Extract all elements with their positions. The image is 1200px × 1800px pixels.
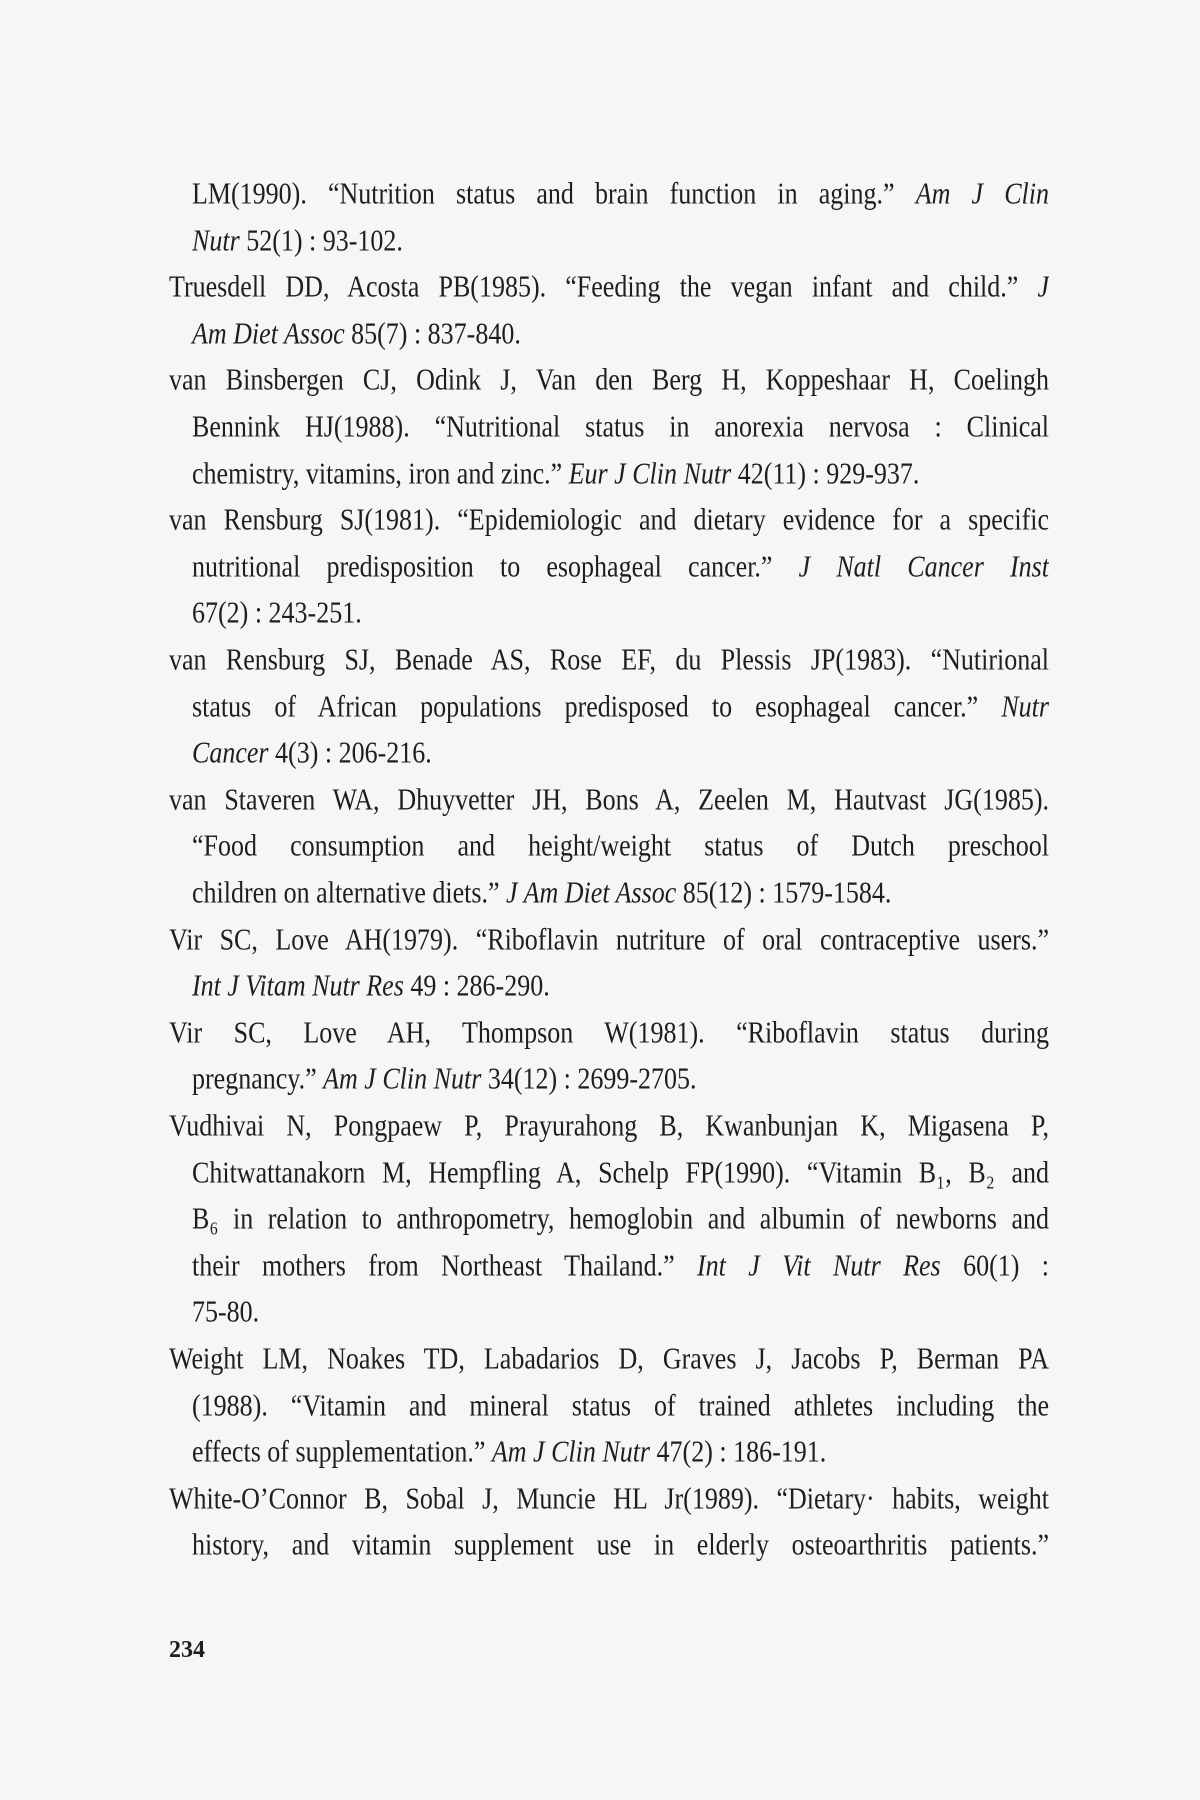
reference-line [192, 1062, 1049, 1097]
reference-line [192, 689, 1049, 724]
reference-line [192, 176, 1049, 211]
reference-line [169, 269, 1049, 304]
reference-text: 85(12) : 1579-1584. [676, 875, 892, 910]
reference-text: 60(1) : [940, 1248, 1049, 1283]
journal-title: Am J Clin Nutr [491, 1434, 651, 1469]
reference-text: children on alternative diets.” [192, 875, 507, 910]
journal-title: Am J Clin Nutr [323, 1061, 482, 1096]
reference-line [192, 223, 1049, 258]
reference-line [192, 456, 1049, 491]
reference-line [192, 735, 1049, 770]
reference-text: 75-80. [192, 1294, 260, 1329]
reference-text: van Staveren WA, Dhuyvetter JH, Bons A, Zeelen M, Hautvast JG(1985). [169, 782, 1049, 817]
journal-title: Am Diet Assoc [192, 316, 345, 351]
reference-text: Weight LM, Noakes TD, Labadarios D, Graves J, Jacobs P, Berman PA [169, 1341, 1049, 1376]
reference-line [169, 922, 1049, 957]
reference-text: 52(1) : 93-102. [239, 222, 403, 258]
reference-line [192, 549, 1049, 584]
reference-text: van Rensburg SJ(1981). “Epidemiologic and dietary evidence for a specific [169, 502, 1049, 537]
reference-line [192, 1434, 1049, 1469]
reference-line [192, 1201, 1049, 1236]
reference-line [169, 502, 1049, 537]
reference-line [192, 875, 1049, 910]
page-number: 234 [169, 1637, 205, 1663]
reference-line [192, 1295, 1049, 1330]
journal-title: J Natl Cancer Inst [798, 549, 1049, 584]
reference-text: 4(3) : 206-216. [268, 735, 432, 770]
reference-line [169, 642, 1049, 677]
reference-text: status of African populations predisposed to esophageal cancer.” [192, 688, 1002, 724]
reference-text: Vir SC, Love AH, Thompson W(1981). “Riboflavin status during [169, 1015, 1049, 1050]
reference-text: White-O’Connor B, Sobal J, Muncie HL Jr(1989). “Dietary· habits, weight [169, 1481, 1049, 1516]
reference-line [169, 1108, 1049, 1143]
reference-text: their mothers from Northeast Thailand.” [192, 1248, 698, 1283]
reference-line [169, 1015, 1049, 1050]
journal-title: J [1037, 269, 1049, 304]
reference-line [192, 1528, 1049, 1563]
reference-text: Vudhivai N, Pongpaew P, Prayurahong B, Kwanbunjan K, Migasena P, [169, 1108, 1049, 1143]
reference-line [192, 1155, 1049, 1190]
reference-text: (1988). “Vitamin and mineral status of trained athletes including the [192, 1387, 1049, 1423]
reference-text: pregnancy.” [192, 1061, 324, 1096]
reference-text: “Food consumption and height/weight status of Dutch preschool [192, 828, 1049, 863]
reference-text: van Binsbergen CJ, Odink J, Van den Berg H, Koppeshaar H, Coelingh [169, 362, 1049, 397]
reference-text: 42(11) : 929-937. [731, 455, 920, 491]
reference-line [192, 1388, 1049, 1423]
reference-line [192, 316, 1049, 351]
journal-title: Int J Vitam Nutr Res [192, 968, 404, 1003]
journal-title: Am J Clin [915, 176, 1049, 211]
journal-title: Nutr [192, 222, 240, 258]
reference-text: 49 : 286-290. [403, 968, 550, 1003]
journal-title: Int J Vit Nutr Res [697, 1248, 941, 1283]
reference-text: Vir SC, Love AH(1979). “Riboflavin nutriture of oral contraceptive users.” [169, 921, 1049, 957]
reference-line [169, 1341, 1049, 1376]
reference-line [169, 363, 1049, 398]
reference-text: chemistry, vitamins, iron and zinc.” [192, 455, 569, 491]
journal-title: J Am Diet Assoc [506, 875, 677, 910]
reference-text: Bennink HJ(1988). “Nutritional status in anorexia nervosa : Clinical [192, 409, 1049, 444]
journal-title: Nutr [1001, 688, 1049, 724]
reference-text: B₆ in relation to anthropometry, hemoglobin and albumin of newborns and [192, 1201, 1049, 1236]
reference-line [192, 968, 1049, 1003]
reference-line [169, 1481, 1049, 1516]
reference-line [169, 782, 1049, 817]
reference-text: 34(12) : 2699-2705. [481, 1061, 697, 1096]
reference-text: Truesdell DD, Acosta PB(1985). “Feeding the vegan infant and child.” [169, 269, 1038, 304]
reference-text: history, and vitamin supplement use in elderly osteoarthritis patients.” [192, 1527, 1049, 1562]
reference-text: 67(2) : 243-251. [192, 595, 362, 630]
reference-text: 47(2) : 186-191. [650, 1434, 827, 1469]
reference-line [192, 1248, 1049, 1283]
reference-text: 85(7) : 837-840. [344, 316, 521, 351]
reference-line [192, 829, 1049, 864]
reference-text: nutritional predisposition to esophageal cancer.” [192, 549, 799, 584]
reference-text: Chitwattanakorn M, Hempfling A, Schelp FP(1990). “Vitamin B₁, B₂ and [192, 1154, 1049, 1190]
reference-text: LM(1990). “Nutrition status and brain function in aging.” [192, 176, 916, 211]
reference-text: van Rensburg SJ, Benade AS, Rose EF, du Plessis JP(1983). “Nutirional [169, 642, 1049, 677]
reference-line [192, 596, 1049, 631]
journal-title: Cancer [192, 735, 269, 770]
journal-title: Eur J Clin Nutr [568, 455, 732, 491]
reference-text: effects of supplementation.” [192, 1434, 492, 1469]
reference-line [192, 409, 1049, 444]
